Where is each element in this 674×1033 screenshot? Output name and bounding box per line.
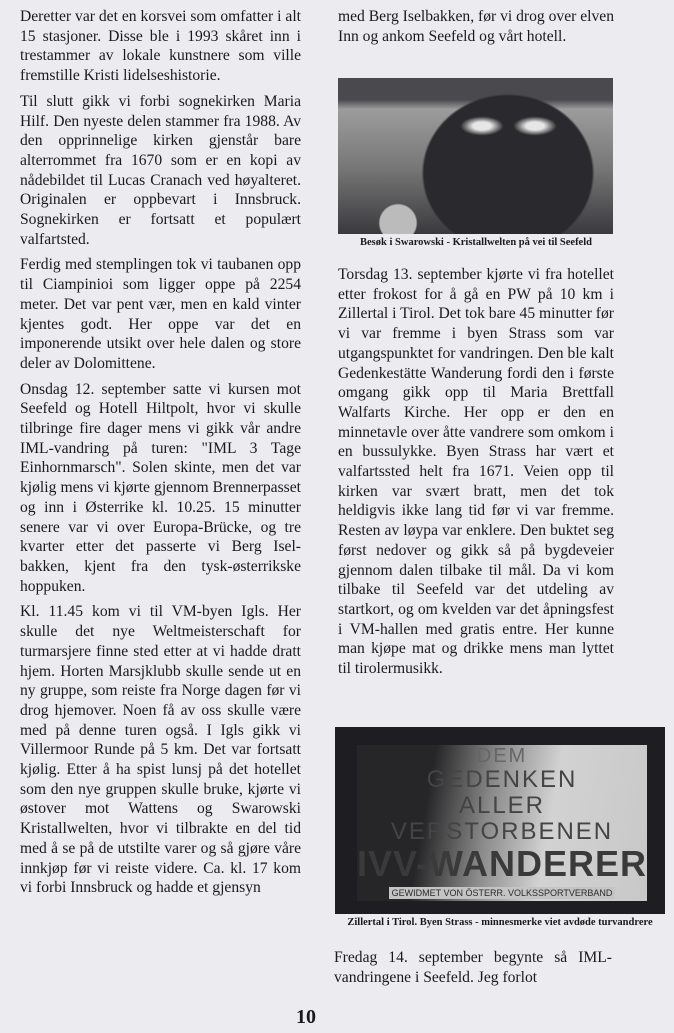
- page-number: 10: [296, 1006, 316, 1028]
- paragraph: Torsdag 13. september kjørte vi fra hotellet etter frokost for å gå en PW på 10 km i Zillertal i Tirol. Det tok bare 45 minutter før vi var fremme i byen Strass som var utgangspunktet for vandringen. Den ble kalt Gedenkestätte Wanderung fordi den i første omgang gikk opp til Maria Brettfall Walfarts Kirche. Her opp er den en minnetavle over åtte vandrere som omkom i en bussulykke. Byen Strass har vært et valfartssted helt fra 1671. Veien opp til kirken var svært bratt, men det tok heldigvis ikke lang tid før vi var fremme. Resten av løypa var enklere. Den buktet seg først nedover og gikk så på bygdeveier gjennom dalen tilbake til mål. Da vi kom tilbake til Seefeld var det utdeling av startkort, og om kvelden var det åpningsfest i VM-hallen med gratis entre. Her kunne man kjøpe mat og drikke mens man lyttet til tirolermusikk.: [338, 266, 614, 678]
- photo-caption: Zillertal i Tirol. Byen Strass - minnesmerke viet avdøde turvandrere: [347, 917, 653, 928]
- sign-line: DEM: [476, 745, 528, 767]
- paragraph: Deretter var det en korsvei som omfatter i alt 15 stasjoner. Disse ble i 1993 skåret inn i trestammer av lokale kunstnere som ville fremstille Kristi lidelseshistorie.: [20, 8, 301, 85]
- left-column: [20, 7, 301, 904]
- right-column-top: [338, 7, 614, 52]
- sign-line: ALLER: [458, 792, 546, 819]
- paragraph: med Berg Iselbakken, før vi drog over elven Inn og ankom Seefeld og vårt hotell.: [338, 8, 614, 45]
- paragraph: Onsdag 12. september satte vi kursen mot Seefeld og Hotell Hiltpolt, hvor vi skulle tilbringe fire dager mens vi gikk vår andre IML-vandring på turen: "IML 3 Tage Einhornmarsch". Solen skinte, men det var kjølig mens vi kjørte gjennom Brennerpasset og inn i Østerrike kl. 10.25. 15 minutter senere var vi over Europa-Brücke, og tre kvarter etter det passerte vi Berg Isel-bakken, kjent fra den tysk-østerrikske hoppuken.: [20, 380, 301, 595]
- photo-caption: Besøk i Swarowski - Kristallwelten på vei til Seefeld: [360, 237, 592, 248]
- right-column-bottom: [334, 948, 612, 993]
- sign-line: VERSTORBENEN: [390, 818, 614, 845]
- memorial-sign: [357, 745, 647, 901]
- memorial-plaque-photo: [335, 727, 665, 914]
- paragraph: Ferdig med stemplingen tok vi taubanen opp til Ciampinioi som ligger oppe på 2254 meter. Det var pent vær, men en kald vinter kjentes godt. Her oppe var det en imponerende utsikt over hele dalen og store deler av Dolomittene.: [20, 256, 301, 372]
- sign-line: IVV-WANDERER: [357, 843, 648, 884]
- paragraph: Kl. 11.45 kom vi til VM-byen Igls. Her skulle det nye Weltmeisterschaft for turmarsjere finne sted etter at vi hadde dratt hjem. Horten Marsjklubb skulle sende ut en ny gruppe, som reiste fra Norge dagen før vi drog hjemover. Noen få av oss skulle være med på denne turen også. I Igls gikk vi Villermoor Runde på 5 km. Det var fortsatt kjølig. Etter å ha spist lunsj på det hotellet som den nye gruppen skulle bruke, kjørte vi østover mot Wattens og Swarowski Kristallwelten, hvor vi tilbrakte en del tid med å se på de utstilte varer og så gjøre våre innkjøp før vi reiste videre. Ca. kl. 17 kom vi forbi Innsbruck og hadde et gjensyn: [20, 603, 301, 897]
- sign-line: GEWIDMET VON ÖSTERR. VOLKSSPORTVERBAND: [389, 887, 616, 899]
- paragraph: Til slutt gikk vi forbi sognekirken Maria Hilf. Den nyeste delen stammer fra 1988. Av den opprinnelige kirken gjenstår bare alterrommet fra 1670 som er en kopi av nådebildet til Lucas Cranach ved høyalteret. Originalen er oppbevart i Innsbruck. Sognekirken er fortsatt et populært valfartsted.: [20, 92, 301, 248]
- paragraph: Fredag 14. september begynte så IML-vandringene i Seefeld. Jeg forlot: [334, 949, 612, 986]
- troll-head-photo: [338, 78, 613, 234]
- sign-line: GEDENKEN: [426, 766, 578, 793]
- right-column-middle: [338, 265, 614, 685]
